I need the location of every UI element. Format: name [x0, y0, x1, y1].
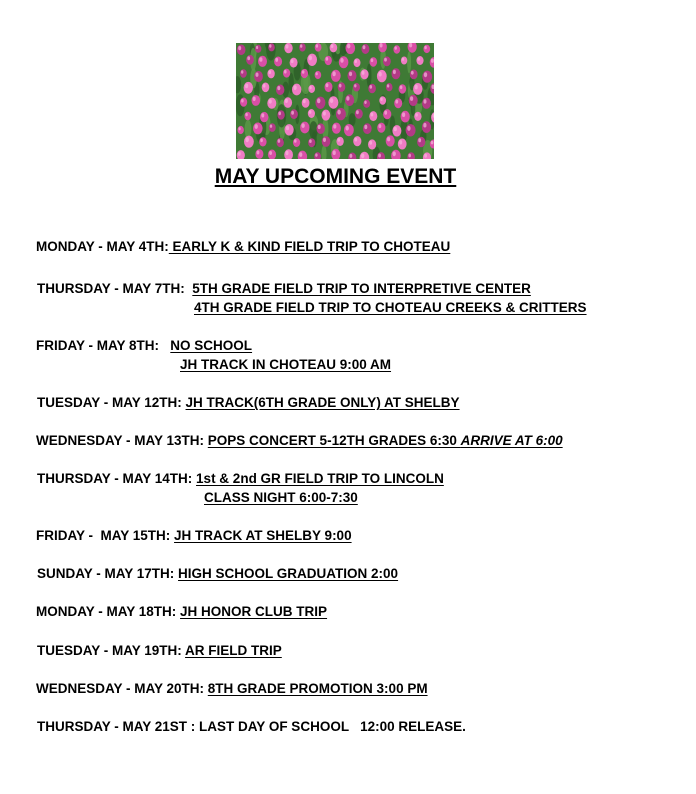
- tulips-image: [236, 43, 434, 159]
- tulip-blossom: [315, 43, 322, 52]
- tulip-blossom: [422, 98, 431, 109]
- event-item: JH TRACK IN CHOTEAU 9:00 AM: [180, 357, 392, 372]
- event-day: MONDAY - MAY 4TH:: [36, 239, 169, 254]
- tulip-blossom: [237, 45, 246, 56]
- tulip-blossom: [360, 69, 368, 79]
- tulip-blossom: [308, 109, 315, 118]
- tulip-blossom: [331, 70, 341, 82]
- tulip-blossom: [339, 56, 349, 68]
- tulip-blossom: [422, 71, 432, 83]
- tulips-illustration: [236, 43, 434, 159]
- tulip-blossom: [292, 84, 301, 96]
- tulip-blossom: [259, 137, 266, 146]
- tulip-blossom: [255, 149, 263, 159]
- event-day: TUESDAY - MAY 19TH:: [37, 643, 186, 658]
- tulip-blossom: [377, 123, 385, 133]
- tulip-blossom: [409, 95, 418, 106]
- event-item: JH TRACK(6TH GRADE ONLY) AT SHELBY: [185, 395, 460, 410]
- tulip-blossom: [423, 45, 430, 53]
- event-may-12: [37, 395, 460, 411]
- tulip-blossom: [406, 124, 416, 136]
- tulip-blossom: [355, 109, 363, 119]
- tulip-blossom: [379, 96, 386, 105]
- tulip-blossom: [255, 45, 261, 53]
- tulip-blossom: [262, 83, 270, 93]
- tulip-blossom: [336, 108, 346, 120]
- event-day: TUESDAY - MAY 12TH:: [37, 395, 186, 410]
- tulip-blossom: [328, 96, 338, 108]
- tulip-blossom: [269, 123, 276, 132]
- tulip-blossom: [260, 112, 268, 122]
- tulip-blossom: [267, 69, 274, 78]
- tulip-blossom: [315, 97, 325, 109]
- tulip-blossom: [368, 84, 376, 94]
- event-may-21: [37, 719, 466, 735]
- tulip-blossom: [285, 124, 294, 135]
- tulip-blossom: [308, 138, 315, 147]
- tulip-blossom: [410, 70, 418, 80]
- arrive-note: ARRIVE AT 6:00: [460, 433, 563, 448]
- tulip-blossom: [268, 43, 275, 51]
- event-item: AR FIELD TRIP: [185, 643, 282, 658]
- tulip-blossom: [386, 135, 395, 146]
- tulip-blossom: [392, 125, 401, 136]
- event-day: THURSDAY - MAY 7TH:: [37, 281, 193, 296]
- tulip-blossom: [370, 57, 378, 67]
- event-item: JH HONOR CLUB TRIP: [180, 604, 328, 619]
- event-may-20: [36, 681, 428, 697]
- event-may-13: [36, 433, 563, 449]
- tulip-blossom: [348, 70, 357, 81]
- tulip-blossom: [401, 57, 407, 65]
- event-day: THURSDAY - MAY 21ST : LAST DAY OF SCHOOL 12:00 RELEASE.: [37, 719, 466, 734]
- tulip-blossom: [353, 83, 360, 92]
- tulip-blossom: [344, 124, 354, 136]
- event-item: 8TH GRADE PROMOTION 3:00 PM: [207, 681, 428, 696]
- page-title: MAY UPCOMING EVENT: [214, 165, 457, 188]
- tulip-blossom: [322, 110, 331, 121]
- tulip-blossom: [363, 123, 372, 134]
- event-may-7-line-2: [194, 300, 587, 316]
- event-may-18: [36, 604, 327, 620]
- tulip-blossom: [274, 57, 282, 67]
- tulip-blossom: [392, 68, 401, 79]
- event-may-8: [36, 338, 252, 354]
- event-day: WEDNESDAY - MAY 13TH:: [36, 433, 208, 448]
- event-day: SUNDAY - MAY 17TH:: [37, 566, 179, 581]
- event-day: FRIDAY - MAY 8TH:: [36, 338, 171, 353]
- tulip-blossom: [284, 97, 292, 108]
- tulip-blossom: [377, 70, 387, 82]
- tulip-blossom: [398, 139, 407, 150]
- tulip-blossom: [302, 98, 310, 108]
- tulip-blossom: [325, 82, 333, 92]
- event-item: NO SCHOOL: [170, 338, 253, 353]
- tulip-blossom: [386, 83, 393, 91]
- tulip-blossom: [299, 43, 306, 51]
- event-may-14-line-2: [204, 490, 358, 506]
- tulip-blossom: [325, 56, 332, 65]
- tulip-blossom: [394, 98, 402, 108]
- tulip-blossom: [317, 123, 325, 134]
- tulip-blossom: [300, 122, 309, 134]
- event-item: POPS CONCERT 5-12TH GRADES 6:30 ARRIVE AT 6:00: [207, 433, 563, 448]
- tulip-blossom: [290, 109, 298, 119]
- tulip-blossom: [284, 43, 292, 53]
- event-day: MONDAY - MAY 18TH:: [36, 604, 181, 619]
- event-may-14: [37, 471, 444, 487]
- event-item: EARLY K & KIND FIELD TRIP TO CHOTEAU: [168, 239, 451, 254]
- tulip-blossom: [368, 139, 376, 149]
- tulip-blossom: [383, 56, 391, 66]
- tulip-blossom: [417, 137, 425, 147]
- tulip-blossom: [330, 43, 338, 52]
- tulip-blossom: [253, 123, 263, 135]
- tulip-blossom: [308, 85, 315, 93]
- tulip-blossom: [413, 83, 422, 95]
- event-item: 5TH GRADE FIELD TRIP TO INTERPRETIVE CENTER: [192, 281, 531, 296]
- tulip-blossom: [283, 69, 290, 78]
- event-day: WEDNESDAY - MAY 20TH:: [36, 681, 208, 696]
- tulip-blossom: [414, 112, 421, 121]
- tulip-blossom: [332, 123, 341, 134]
- tulip-blossom: [369, 111, 377, 121]
- tulip-blossom: [422, 121, 431, 133]
- tulip-blossom: [290, 58, 298, 68]
- tulip-blossom: [416, 56, 423, 65]
- tulip-blossom: [246, 55, 254, 65]
- tulip-blossom: [401, 111, 410, 123]
- event-day: THURSDAY - MAY 14TH:: [37, 471, 197, 486]
- tulip-blossom: [336, 137, 343, 146]
- event-may-17: [37, 566, 398, 582]
- tulip-blossom: [293, 138, 300, 147]
- tulip-blossom: [345, 94, 354, 106]
- event-item: 1st & 2nd GR FIELD TRIP TO LINCOLN: [196, 471, 444, 486]
- event-item: CLASS NIGHT 6:00-7:30: [204, 490, 358, 505]
- tulip-blossom: [238, 126, 244, 134]
- tulip-blossom: [301, 69, 308, 78]
- event-may-15: [36, 528, 352, 544]
- event-item: 4TH GRADE FIELD TRIP TO CHOTEAU CREEKS & CRITTERS: [194, 300, 587, 315]
- event-may-4: [36, 239, 450, 255]
- event-may-19: [37, 643, 282, 659]
- tulip-blossom: [363, 100, 370, 108]
- tulip-blossom: [383, 109, 391, 119]
- event-may-8-line-2: [180, 357, 391, 373]
- tulip-blossom: [267, 98, 276, 109]
- tulip-blossom: [307, 54, 317, 66]
- event-item: HIGH SCHOOL GRADUATION 2:00: [178, 566, 399, 581]
- tulip-blossom: [276, 85, 284, 96]
- tulip-blossom: [393, 45, 400, 53]
- tulip-blossom: [258, 56, 267, 67]
- tulip-blossom: [244, 82, 253, 94]
- event-item: JH TRACK AT SHELBY 9:00: [174, 528, 352, 543]
- tulip-blossom: [244, 112, 251, 121]
- tulip-blossom: [254, 71, 263, 82]
- tulip-blossom: [322, 136, 331, 147]
- tulip-blossom: [277, 138, 284, 147]
- event-day: FRIDAY - MAY 15TH:: [36, 528, 175, 543]
- tulip-blossom: [399, 84, 407, 93]
- tulip-blossom: [240, 69, 247, 78]
- tulip-blossom: [354, 58, 361, 67]
- tulip-blossom: [361, 44, 369, 54]
- event-may-7: [37, 281, 531, 297]
- tulip-blossom: [252, 95, 261, 106]
- tulip-blossom: [315, 71, 322, 79]
- tulip-blossom: [244, 136, 254, 148]
- tulip-blossom: [353, 136, 361, 146]
- tulip-blossom: [240, 98, 247, 107]
- tulip-blossom: [277, 110, 284, 119]
- tulip-blossom: [338, 82, 346, 92]
